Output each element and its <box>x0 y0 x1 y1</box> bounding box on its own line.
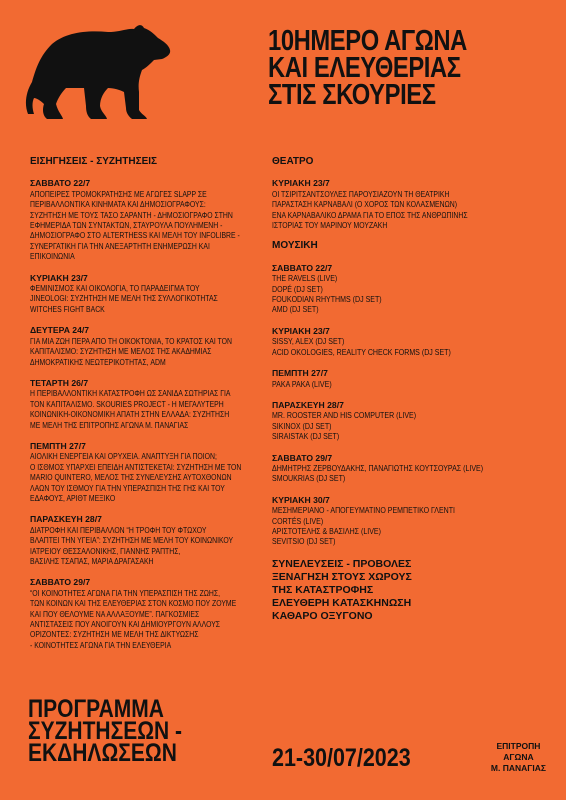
event-description-line: ΔΗΜΟΣΙΟΓΡΑΦΟ ΣΤΟ ALTERTHESS ΚΑΙ ΜΕΛΗ ΤΟΥ INFOLIBRE - <box>30 230 240 241</box>
event-description-line: JINEOLOGI: ΣΥΖΗΤΗΣΗ ΜΕ ΜΕΛΗ ΤΗΣ ΣΥΛΛΟΓΙΚΟΤΗΤΑΣ <box>30 293 218 304</box>
event-description-line: ΔΗΜΟΚΡΑΤΙΚΗΣ ΝΕΩΤΕΡΙΚΟΤΗΤΑΣ, ADM <box>30 356 166 367</box>
main-title-line: 10ΗΜΕΡΟ ΑΓΩΝΑ <box>268 25 467 57</box>
event-description-line: THE RAVELS (LIVE) <box>272 273 338 284</box>
event-description-line: ΚΑΠΙΤΑΛΙΣΜΟ: ΣΥΖΗΤΗΣΗ ΜΕ ΜΕΛΟΣ ΤΗΣ ΑΚΑΔΗΜΙΑΣ <box>30 346 212 357</box>
music-section-title: ΜΟΥΣΙΚΗ <box>272 240 318 252</box>
event-description-line: ΚΟΙΝΩΝΙΚΗ-ΟΙΚΟΝΟΜΙΚΗ ΑΠΑΤΗ ΣΤΗΝ ΕΛΛΑΔΑ: ΣΥΖΗΤΗΣΗ <box>30 409 230 420</box>
event-date: ΤΕΤΑΡΤΗ 26/7 <box>30 377 89 388</box>
extras-list <box>272 558 537 623</box>
event-entry <box>30 514 270 566</box>
event-date: ΔΕΥΤΕΡΑ 24/7 <box>30 325 90 336</box>
event-description-line: ΙΣΤΟΡΙΑΣ ΤΟΥ ΜΑΡΙΝΟΥ ΜΟΥΖΑΚΗ <box>272 220 388 231</box>
committee-line: Μ. ΠΑΝΑΓΙΑΣ <box>490 763 546 773</box>
event-description-line: ΚΑΙ ΠΟΥ ΘΕΛΟΥΜΕ ΝΑ ΑΛΛΑΞΟΥΜΕ”. ΠΑΓΚΟΣΜΙΕΣ <box>30 608 200 619</box>
event-date: ΚΥΡΙΑΚΗ 30/7 <box>272 494 330 505</box>
event-description-line: ΣΥΖΗΤΗΣΗ ΜΕ ΤΟΥΣ ΤΑΣΟ ΣΑΡΑΝΤΗ - ΔΗΜΟΣΙΟΓΡΑΦΟ ΣΤΗΝ <box>30 209 233 220</box>
event-description-line: SMOUKRIAS (DJ SET) <box>272 473 346 484</box>
event-date: ΚΥΡΙΑΚΗ 23/7 <box>30 272 88 283</box>
event-description-line: ΓΙΑ ΜΙΑ ΖΩΗ ΠΕΡΑ ΑΠΟ ΤΗ ΟΙΚΟΚΤΟΝΙΑ, ΤΟ ΚΡΑΤΟΣ ΚΑΙ ΤΟΝ <box>30 335 232 346</box>
program-title-line: ΠΡΟΓΡΑΜΜΑ <box>28 695 164 723</box>
program-title-line: ΕΚΔΗΛΩΣΕΩΝ <box>28 739 177 767</box>
program-title <box>28 695 211 767</box>
event-description-line: ACID OKOLOGIES, REALITY CHECK FORMS (DJ SET) <box>272 346 451 357</box>
event-date: ΚΥΡΙΑΚΗ 23/7 <box>272 178 330 189</box>
event-description-line: ΔΗΜΗΤΡΗΣ ΖΕΡΒΟΥΔΑΚΗΣ, ΠΑΝΑΓΙΩΤΗΣ ΚΟΥΤΣΟΥΡΑΣ (LIVE) <box>272 462 484 473</box>
event-description-line: SISSY, ALEX (DJ SET) <box>272 336 345 347</box>
event-description-line: SIRAISTAK (DJ SET) <box>272 431 340 442</box>
talks-section-title: ΕΙΣΗΓΗΣΕΙΣ - ΣΥΖΗΤΗΣΕΙΣ <box>30 156 158 167</box>
event-description-line: ΑΡΙΣΤΟΤΕΛΗΣ & ΒΑΣΙΛΗΣ (LIVE) <box>272 525 381 536</box>
main-title-line: ΚΑΙ ΕΛΕΥΘΕΡΙΑΣ <box>268 52 461 84</box>
event-description-line: PAKA PAKA (LIVE) <box>272 378 332 389</box>
event-description-line: ΑΠΟΠΕΙΡΕΣ ΤΡΟΜΟΚΡΑΤΗΣΗΣ ΜΕ ΑΓΩΓΕΣ SLAPP ΣΕ <box>30 188 207 199</box>
music-list <box>272 263 537 547</box>
event-description-line: Η ΠΕΡΙΒΑΛΛΟΝΤΙΚΗ ΚΑΤΑΣΤΡΟΦΗ ΩΣ ΣΑΝΙΔΑ ΣΩΤΗΡΙΑΣ ΓΙΑ <box>30 388 231 399</box>
event-description-line: ΛΑΩΝ ΤΟΥ ΙΣΘΜΟΥ ΓΙΑ ΤΗΝ ΥΠΕΡΑΣΠΙΣΗ ΤΗΣ ΓΗΣ ΚΑΙ ΤΟΥ <box>30 482 225 493</box>
theatre-section-title: ΘΕΑΤΡΟ <box>272 156 314 167</box>
event-description-line: ΤΟΝ ΚΑΠΙΤΑΛΙΣΜΟ. SKOURIES PROJECT - Η ΜΕΓΑΛΥΤΕΡΗ <box>30 398 224 409</box>
event-description-line: ΠΕΡΙΒΑΛΛΟΝΤΙΚΑ ΚΙΝΗΜΑΤΑ ΚΑΙ ΔΗΜΟΣΙΟΓΡΑΦΟΥΣ: <box>30 199 206 210</box>
event-description-line: - ΚΟΙΝΟΤΗΤΕΣ ΑΓΩΝΑ ΓΙΑ ΤΗΝ ΕΛΕΥΘΕΡΙΑ <box>30 639 172 650</box>
event-description-line: SEVITSIO (DJ SET) <box>272 536 336 547</box>
event-description-line: WITCHES FIGHT BACK <box>30 303 105 314</box>
event-description-line: ΑΝΤΙΣΤΑΣΕΙΣ ΠΟΥ ΑΝΟΙΓΟΥΝ ΚΑΙ ΔΗΜΙΟΥΡΓΟΥΝ ΑΛΛΟΥΣ <box>30 619 221 630</box>
talks-list <box>30 178 270 650</box>
event-entry <box>272 368 537 389</box>
event-entry <box>272 400 537 442</box>
event-date: ΚΥΡΙΑΚΗ 23/7 <box>272 325 330 336</box>
event-description-line: “ΟΙ ΚΟΙΝΟΤΗΤΕΣ ΑΓΩΝΑ ΓΙΑ ΤΗΝ ΥΠΕΡΑΣΠΙΣΗ ΤΗΣ ΖΩΗΣ, <box>30 587 221 598</box>
event-description-line: MARIO QUINTERO, ΜΕΛΟΣ ΤΗΣ ΣΥΝΕΛΕΥΣΗΣ ΑΥΤΟΧΘΟΝΩΝ <box>30 472 232 483</box>
event-entry <box>272 178 537 230</box>
event-entry <box>272 495 537 547</box>
event-date: ΣΑΒΒΑΤΟ 29/7 <box>272 452 333 463</box>
event-description-line: DOPÉ (DJ SET) <box>272 283 323 294</box>
event-description-line: ΕΠΙΚΟΙΝΩΝΙΑ <box>30 251 75 262</box>
extra-item: ΣΥΝΕΛΕΥΣΕΙΣ - ΠΡΟΒΟΛΕΣ <box>272 557 412 570</box>
event-description-line: ΒΑΣΙΛΗΣ ΤΣΑΠΑΣ, ΜΑΡΙΑ ΔΡΑΓΑΣΑΚΗ <box>30 556 154 566</box>
event-date: ΠΕΜΠΤΗ 27/7 <box>30 440 86 451</box>
event-date: ΠΑΡΑΣΚΕΥΗ 28/7 <box>30 514 102 525</box>
theatre-list <box>272 178 537 230</box>
event-entry <box>30 325 270 367</box>
event-description-line: FOUKODIAN RHYTHMS (DJ SET) <box>272 294 382 305</box>
event-date: ΣΑΒΒΑΤΟ 22/7 <box>30 178 91 189</box>
event-date: ΣΑΒΒΑΤΟ 22/7 <box>272 262 333 273</box>
committee-line: ΕΠΙΤΡΟΠΗ <box>496 741 541 751</box>
event-date: ΠΑΡΑΣΚΕΥΗ 28/7 <box>272 399 344 410</box>
event-dates: 21-30/07/2023 <box>272 744 411 772</box>
event-entry <box>272 326 537 357</box>
event-description-line: ΟΙ ΤΣΙΡΙΤΣΑΝΤΣΟΥΛΕΣ ΠΑΡΟΥΣΙΑΖΟΥΝ ΤΗ ΘΕΑΤΡΙΚΗ <box>272 188 450 199</box>
organizer-committee <box>491 741 546 774</box>
committee-line: ΑΓΩΝΑ <box>503 752 534 762</box>
event-description-line: ΜΕΣΗΜΕΡΙΑΝΟ - ΑΠΟΓΕΥΜΑΤΙΝΟ ΡΕΜΠΕΤΙΚΟ ΓΛΕΝΤΙ <box>272 505 456 516</box>
event-entry <box>272 453 537 484</box>
event-entry <box>30 378 270 430</box>
event-description-line: ΤΩΝ ΚΟΙΝΩΝ ΚΑΙ ΤΗΣ ΕΛΕΥΘΕΡΙΑΣ ΣΤΟΝ ΚΟΣΜΟ ΠΟΥ ΖΟΥΜΕ <box>30 598 237 609</box>
event-date: ΠΕΜΠΤΗ 27/7 <box>272 368 328 379</box>
event-description-line: ΙΑΤΡΕΙΟΥ ΘΕΣΣΑΛΟΝΙΚΗΣ, ΓΙΑΝΝΗΣ ΡΑΠΤΗΣ, <box>30 545 181 556</box>
event-description-line: ΔΙΑΤΡΟΦΗ ΚΑΙ ΠΕΡΙΒΑΛΛΟΝ “Η ΤΡΟΦΗ ΤΟΥ ΦΤΩΧΟΥ <box>30 524 207 535</box>
event-description-line: CORTÉS (LIVE) <box>272 515 324 526</box>
event-description-line: SIKINOX (DJ SET) <box>272 420 332 431</box>
event-description-line: MR. ROOSTER AND HIS COMPUTER (LIVE) <box>272 410 417 421</box>
event-description-line: ΕΔΑΦΟΥΣ, ΑΡΙΘΤ ΜΕΞΙΚΟ <box>30 492 116 503</box>
event-entry <box>30 441 270 503</box>
extra-item: ΕΛΕΥΘΕΡΗ ΚΑΤΑΣΚΗΝΩΣΗ <box>272 596 412 609</box>
event-description-line: ΑΙΟΛΙΚΗ ΕΝΕΡΓΕΙΑ ΚΑΙ ΟΡΥΧΕΙΑ. ΑΝΑΠΤΥΞΗ ΓΙΑ ΠΟΙΟΝ; <box>30 451 217 462</box>
extra-item: ΤΗΣ ΚΑΤΑΣΤΡΟΦΗΣ <box>272 583 374 596</box>
events-column <box>272 157 537 623</box>
bear-silhouette-icon <box>22 20 174 122</box>
main-title-line: ΣΤΙΣ ΣΚΟΥΡΙΕΣ <box>268 79 436 111</box>
event-entry <box>30 178 270 261</box>
event-description-line: ΣΥΝΕΡΓΑΤΙΚΗ ΓΙΑ ΤΗΝ ΑΝΕΞΑΡΤΗΤΗ ΕΝΗΜΕΡΩΣΗ ΚΑΙ <box>30 240 210 251</box>
talks-column <box>30 157 270 661</box>
event-entry <box>272 263 537 315</box>
event-date: ΣΑΒΒΑΤΟ 29/7 <box>30 577 91 588</box>
program-title-line: ΣΥΖΗΤΗΣΕΩΝ - <box>28 717 183 745</box>
extra-item: ΞΕΝΑΓΗΣΗ ΣΤΟΥΣ ΧΩΡΟΥΣ <box>272 570 412 583</box>
event-entry <box>30 577 270 650</box>
event-description-line: ΕΦΗΜΕΡΙΔΑ ΤΩΝ ΣΥΝΤΑΚΤΩΝ, ΣΤΑΥΡΟΥΛΑ ΠΟΥΛΗΜΕΝΗ - <box>30 220 223 231</box>
event-description-line: Ο ΙΣΘΜΟΣ ΥΠΑΡΧΕΙ ΕΠΕΙΔΗ ΑΝΤΙΣΤΕΚΕΤΑΙ: ΣΥΖΗΤΗΣΗ ΜΕ ΤΟΝ <box>30 461 242 472</box>
event-description-line: ΦΕΜΙΝΙΣΜΟΣ ΚΑΙ ΟΙΚΟΛΟΓΙΑ, ΤΟ ΠΑΡΑΔΕΙΓΜΑ ΤΟΥ <box>30 283 200 294</box>
main-title <box>268 25 558 111</box>
event-description-line: ΠΑΡΑΣΤΑΣΗ ΚΑΡΝΑΒΑΛΙ (Ο ΧΟΡΟΣ ΤΩΝ ΚΟΛΑΣΜΕΝΩΝ) <box>272 199 457 210</box>
event-description-line: AMD (DJ SET) <box>272 304 319 315</box>
event-description-line: ΕΝΑ ΚΑΡΝΑΒΑΛΙΚΟ ΔΡΑΜΑ ΓΙΑ ΤΟ ΕΠΟΣ ΤΗΣ ΑΝΘΡΩΠΙΝΗΣ <box>272 209 468 220</box>
event-description-line: ΜΕ ΜΕΛΗ ΤΗΣ ΕΠΙΤΡΟΠΗΣ ΑΓΩΝΑ Μ. ΠΑΝΑΓΙΑΣ <box>30 419 189 430</box>
event-description-line: ΟΡΙΖΟΝΤΕΣ: ΣΥΖΗΤΗΣΗ ΜΕ ΜΕΛΗ ΤΗΣ ΔΙΚΤΥΩΣΗΣ <box>30 629 199 640</box>
event-entry <box>30 273 270 315</box>
event-description-line: ΒΛΑΠΤΕΙ ΤΗΝ ΥΓΕΙΑ”: ΣΥΖΗΤΗΣΗ ΜΕ ΜΕΛΗ ΤΟΥ ΚΟΙΝΩΝΙΚΟΥ <box>30 535 234 546</box>
extra-item: ΚΑΘΑΡΟ ΟΞΥΓΟΝΟ <box>272 609 373 622</box>
